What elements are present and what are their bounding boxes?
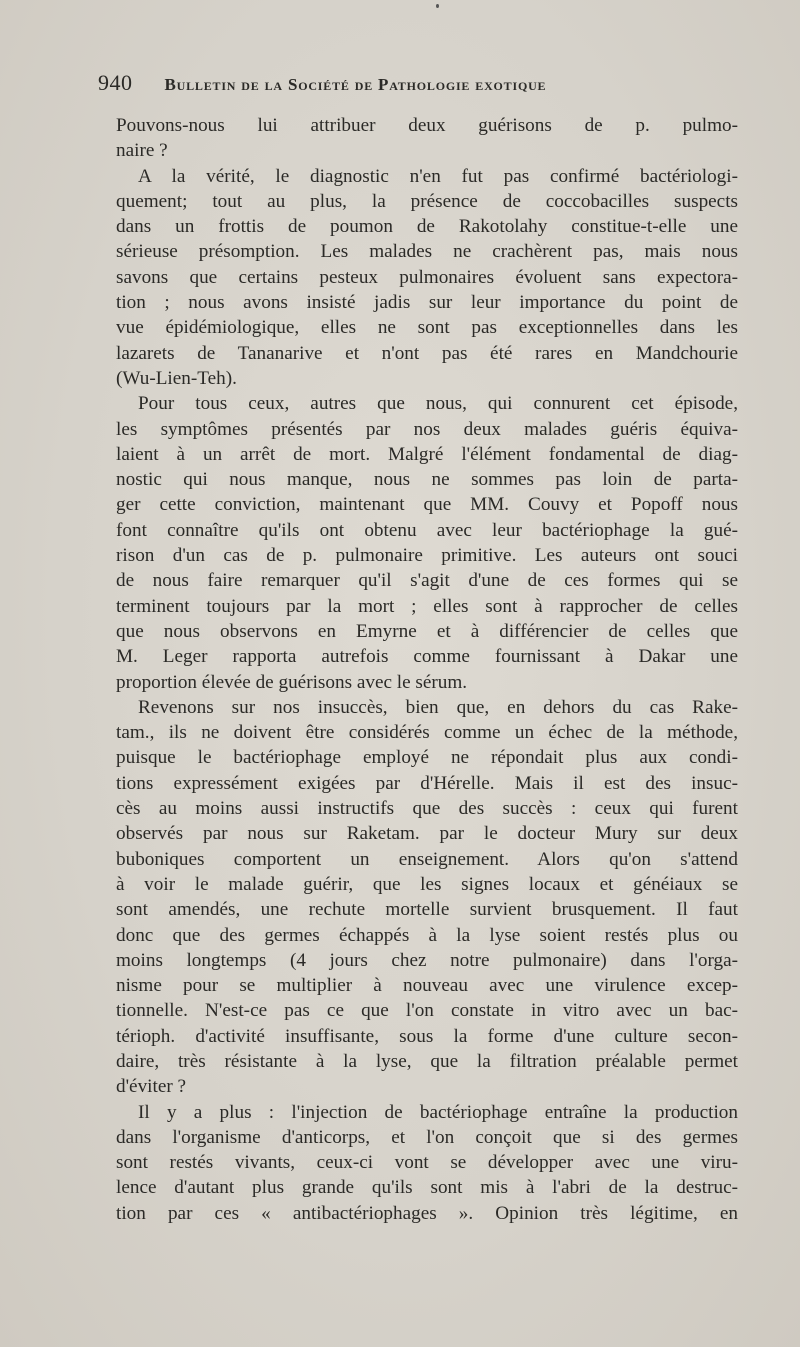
text-line: dans un frottis de poumon de Rakotolahy constitue-t-elle une	[116, 216, 738, 238]
text-line: rison d'un cas de p. pulmonaire primitive. Les auteurs ont souci	[116, 545, 738, 567]
text-line: moins longtemps (4 jours chez notre pulmonaire) dans l'orga-	[116, 949, 738, 971]
running-header	[98, 70, 698, 96]
text-line: nisme pour se multiplier à nouveau avec une virulence excep-	[116, 975, 738, 997]
text-line: Pouvons-nous lui attribuer deux guérisons de p. pulmo-	[116, 115, 738, 136]
text-line: puisque le bactériophage employé ne répondait plus aux condi-	[116, 747, 738, 769]
text-line: térioph. d'activité insuffisante, sous la forme d'une culture secon-	[116, 1025, 738, 1047]
text-line: Pour tous ceux, autres que nous, qui connurent cet épisode,	[138, 393, 738, 415]
body-text	[116, 113, 738, 1226]
text-line: observés par nous sur Raketam. par le docteur Mury sur deux	[116, 823, 738, 845]
text-line: Revenons sur nos insuccès, bien que, en dehors du cas Rake-	[138, 696, 738, 718]
text-line: savons que certains pesteux pulmonaires évoluent sans expectora-	[116, 266, 738, 288]
text-line: terminent toujours par la mort ; elles sont à rapprocher de celles	[116, 595, 738, 617]
text-line: vue épidémiologique, elles ne sont pas exceptionnelles dans les	[116, 317, 738, 339]
print-speck	[436, 4, 439, 8]
text-line: naire ?	[116, 140, 168, 162]
text-line: les symptômes présentés par nos deux malades guéris équiva-	[116, 418, 738, 440]
text-line: à voir le malade guérir, que les signes locaux et généiaux se	[116, 873, 738, 895]
text-line: tionnelle. N'est-ce pas ce que l'on constate in vitro avec un bac-	[116, 1000, 738, 1022]
text-line: daire, très résistante à la lyse, que la filtration préalable permet	[116, 1050, 738, 1072]
text-line: tion ; nous avons insisté jadis sur leur importance du point de	[116, 292, 738, 314]
text-line: sont restés vivants, ceux-ci vont se développer avec une viru-	[116, 1152, 738, 1174]
text-line: donc que des germes échappés à la lyse soient restés plus ou	[116, 924, 738, 946]
text-line: font connaître qu'ils ont obtenu avec leur bactériophage la gué-	[116, 519, 738, 541]
page-number: 940	[98, 70, 133, 95]
journal-title: Bulletin de la Société de Pathologie exotique	[164, 75, 547, 94]
text-line: dans l'organisme d'anticorps, et l'on conçoit que si des germes	[116, 1126, 738, 1148]
text-line: lazarets de Tananarive et n'ont pas été rares en Mandchourie	[116, 342, 738, 364]
text-line: buboniques comportent un enseignement. Alors qu'on s'attend	[116, 848, 738, 870]
text-line: quement; tout au plus, la présence de coccobacilles suspects	[116, 190, 738, 212]
text-line: M. Leger rapporta autrefois comme fournissant à Dakar une	[116, 646, 738, 668]
text-line: sont amendés, une rechute mortelle survient brusquement. Il faut	[116, 899, 738, 921]
text-line: proportion élevée de guérisons avec le sérum.	[116, 671, 468, 693]
text-line: lence d'autant plus grande qu'ils sont mis à l'abri de la destruc-	[116, 1177, 738, 1199]
text-line: sérieuse présomption. Les malades ne crachèrent pas, mais nous	[116, 241, 738, 263]
text-line: laient à un arrêt de mort. Malgré l'élément fondamental de diag-	[116, 443, 738, 465]
text-line: Il y a plus : l'injection de bactériophage entraîne la production	[138, 1101, 738, 1123]
text-line: tam., ils ne doivent être considérés comme un échec de la méthode,	[116, 722, 738, 744]
text-line: d'éviter ?	[116, 1076, 187, 1098]
text-line: A la vérité, le diagnostic n'en fut pas confirmé bactériologi-	[138, 165, 738, 187]
text-line: ger cette conviction, maintenant que MM. Couvy et Popoff nous	[116, 494, 738, 516]
text-line: de nous faire remarquer qu'il s'agit d'une de ces formes qui se	[116, 570, 738, 592]
text-line: cès au moins aussi instructifs que des succès : ceux qui furent	[116, 798, 738, 820]
text-line: nostic qui nous manque, nous ne sommes pas loin de parta-	[116, 469, 738, 491]
text-line: que nous observons en Emyrne et à différencier de celles que	[116, 620, 738, 642]
text-line: tion par ces « antibactériophages ». Opinion très légitime, en	[116, 1202, 738, 1224]
text-line: tions expressément exigées par d'Hérelle. Mais il est des insuc-	[116, 772, 738, 794]
text-line: (Wu-Lien-Teh).	[116, 367, 237, 389]
